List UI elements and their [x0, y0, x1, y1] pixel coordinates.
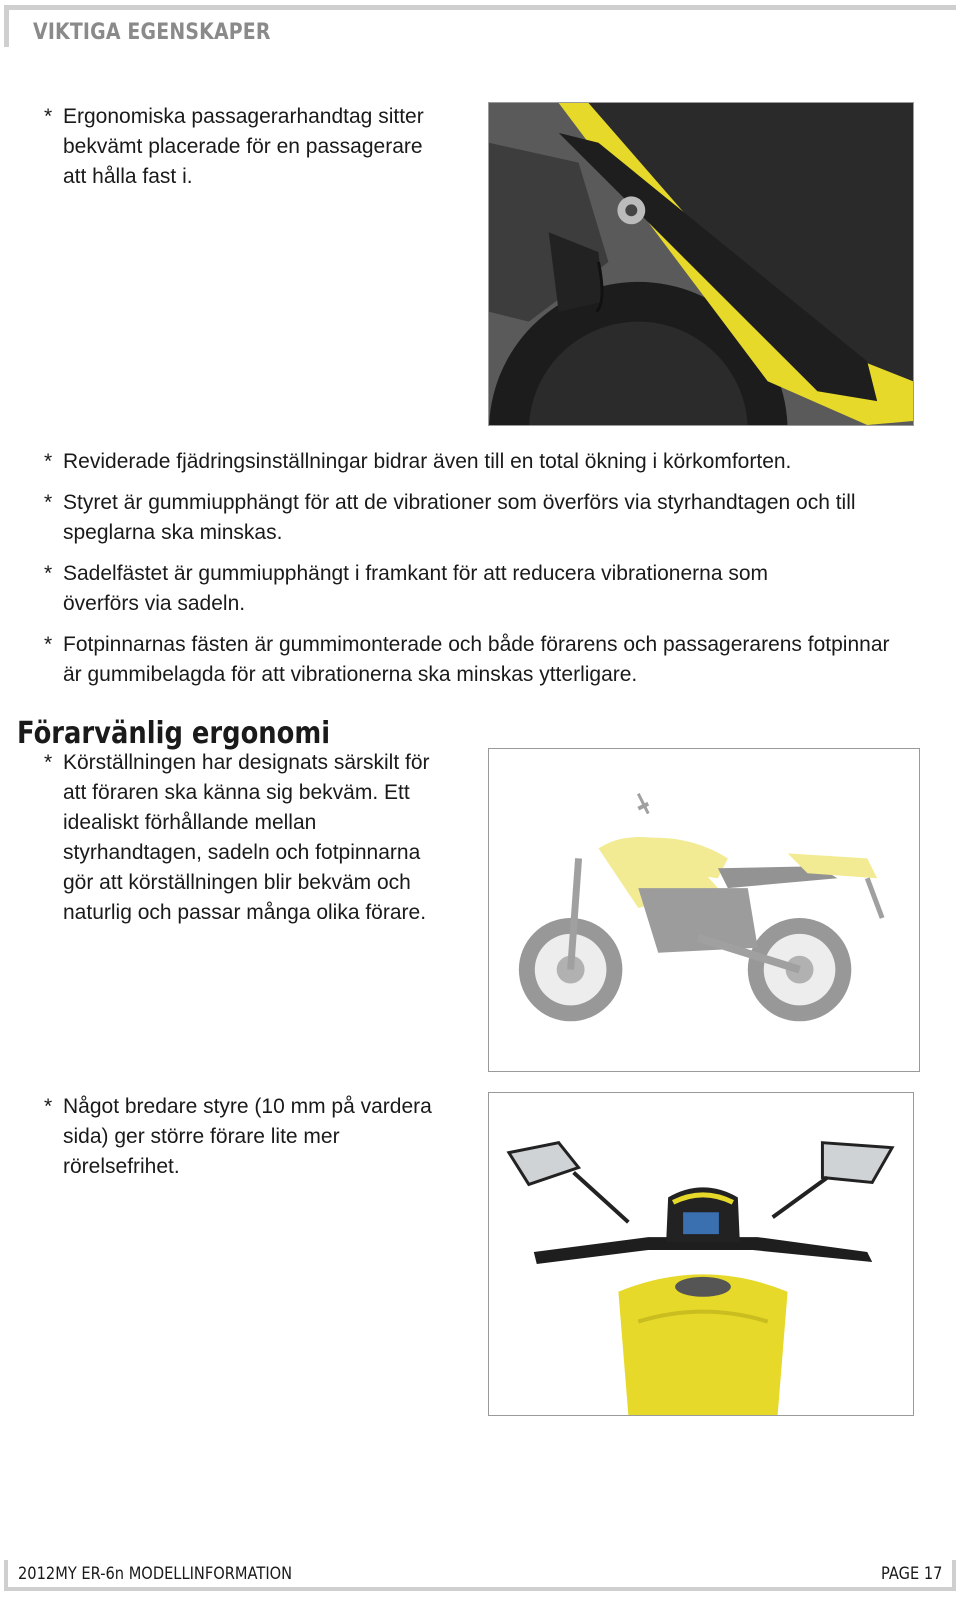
bullet-marker: * [44, 105, 53, 128]
footer-page-number: PAGE 17 [880, 1564, 942, 1584]
bullet-handlebar-mount [44, 488, 924, 548]
bullet-footpegs [44, 630, 894, 690]
bullet-marker: * [44, 450, 53, 473]
header-side-rule [4, 5, 9, 47]
bullet-marker: * [44, 1095, 53, 1118]
footer-document-title: 2012MY ER-6n MODELLINFORMATION [18, 1564, 293, 1584]
bullet-riding-position [44, 748, 449, 928]
bullet-seat-mount [44, 559, 844, 619]
bullet-text: Ergonomiska passagerarhandtag sitter bekvämt placerade för en passagerare att hålla fast i. [63, 105, 424, 188]
footer-right-rule [952, 1560, 956, 1590]
bullet-text: Något bredare styre (10 mm på vardera sida) ger större förare lite mer rörelsefrihet. [63, 1095, 432, 1178]
bullet-marker: * [44, 751, 53, 774]
footer-left-rule [4, 1560, 8, 1590]
bullet-marker: * [44, 633, 53, 656]
handlebar-front-photo [488, 1092, 914, 1416]
bullet-wider-bar [44, 1092, 449, 1182]
handrail-photo [488, 102, 914, 426]
bullet-text: Reviderade fjädringsinställningar bidrar även till en total ökning i körkomforten. [63, 450, 792, 473]
bullet-suspension [44, 447, 934, 477]
footer-rule [4, 1587, 956, 1591]
section-heading: Förarvänlig ergonomi [17, 716, 331, 751]
motorcycle-side-photo [488, 748, 920, 1072]
bullet-text: Styret är gummiupphängt för att de vibrationer som överförs via styrhandtagen och till speglarna ska minskas. [63, 491, 856, 544]
bullet-text: Sadelfästet är gummiupphängt i framkant för att reducera vibrationerna som överförs via sadeln. [63, 562, 769, 615]
bullet-text: Fotpinnarnas fästen är gummimonterade och både förarens och passagerarens fotpinnar är gummibelagda för att vibrationerna ska minskas ytterligare. [63, 633, 890, 686]
bullet-text: Körställningen har designats särskilt för att föraren ska känna sig bekväm. Ett idealiskt förhållande mellan styrhandtagen, sadeln och fotpinnarna gör att körställningen blir bekväm och naturlig och passar många olika förare. [63, 751, 430, 924]
bullet-marker: * [44, 562, 53, 585]
bullet-marker: * [44, 491, 53, 514]
bullet-handrail [44, 102, 424, 192]
header-rule [4, 5, 956, 10]
page-section-title: VIKTIGA EGENSKAPER [33, 20, 271, 45]
